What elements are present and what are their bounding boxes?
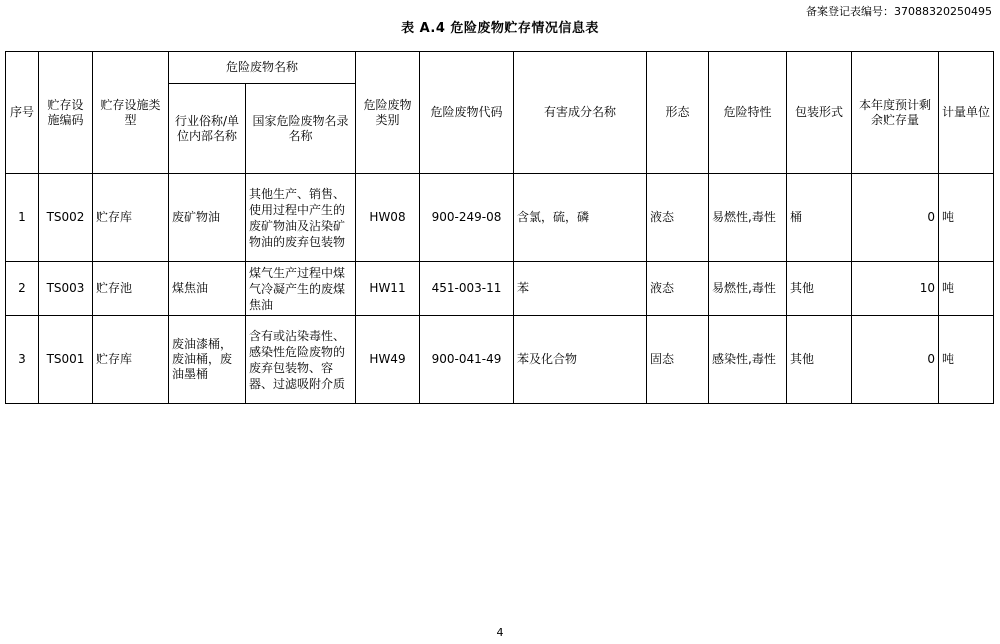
header-hazard: 危险特性 <box>709 52 787 174</box>
cell-form: 液态 <box>647 174 709 262</box>
header-unit: 计量单位 <box>939 52 994 174</box>
cell-seq: 2 <box>6 262 39 316</box>
cell-remaining: 0 <box>852 174 939 262</box>
cell-form: 液态 <box>647 262 709 316</box>
header-form: 形态 <box>647 52 709 174</box>
header-packaging: 包装形式 <box>787 52 852 174</box>
cell-national-name: 含有或沾染毒性、感染性危险废物的废弃包装物、容器、过滤吸附介质 <box>246 316 356 404</box>
cell-industry-name: 废矿物油 <box>169 174 246 262</box>
cell-facility-code: TS001 <box>39 316 93 404</box>
header-industry-name: 行业俗称/单位内部名称 <box>169 84 246 174</box>
cell-remaining: 0 <box>852 316 939 404</box>
table-row <box>6 174 994 262</box>
cell-category: HW08 <box>356 174 420 262</box>
cell-hazard: 易燃性,毒性 <box>709 174 787 262</box>
registration-number: 备案登记表编号：37088320250495 <box>806 5 992 18</box>
cell-harmful: 苯 <box>514 262 647 316</box>
cell-unit: 吨 <box>939 262 994 316</box>
header-national-name: 国家危险废物名录名称 <box>246 84 356 174</box>
table-row <box>6 316 994 404</box>
cell-unit: 吨 <box>939 316 994 404</box>
header-code: 危险废物代码 <box>420 52 514 174</box>
table-row <box>6 262 994 316</box>
header-waste-name-group: 危险废物名称 <box>169 52 356 84</box>
header-category: 危险废物类别 <box>356 52 420 174</box>
cell-remaining: 10 <box>852 262 939 316</box>
cell-packaging: 其他 <box>787 316 852 404</box>
cell-national-name: 其他生产、销售、使用过程中产生的废矿物油及沾染矿物油的废弃包装物 <box>246 174 356 262</box>
header-harmful: 有害成分名称 <box>514 52 647 174</box>
cell-facility-code: TS002 <box>39 174 93 262</box>
cell-form: 固态 <box>647 316 709 404</box>
cell-hazard: 易燃性,毒性 <box>709 262 787 316</box>
cell-industry-name: 煤焦油 <box>169 262 246 316</box>
cell-facility-type: 贮存池 <box>93 262 169 316</box>
cell-code: 451-003-11 <box>420 262 514 316</box>
cell-category: HW49 <box>356 316 420 404</box>
cell-facility-code: TS003 <box>39 262 93 316</box>
cell-harmful: 苯及化合物 <box>514 316 647 404</box>
page-number: 4 <box>496 626 504 639</box>
cell-code: 900-249-08 <box>420 174 514 262</box>
header-seq: 序号 <box>6 52 39 174</box>
cell-harmful: 含氯，硫，磷 <box>514 174 647 262</box>
cell-code: 900-041-49 <box>420 316 514 404</box>
cell-packaging: 桶 <box>787 174 852 262</box>
header-remaining: 本年度预计剩余贮存量 <box>852 52 939 174</box>
table-title: 表 A.4 危险废物贮存情况信息表 <box>401 21 599 36</box>
cell-national-name: 煤气生产过程中煤气冷凝产生的废煤焦油 <box>246 262 356 316</box>
cell-category: HW11 <box>356 262 420 316</box>
cell-packaging: 其他 <box>787 262 852 316</box>
cell-unit: 吨 <box>939 174 994 262</box>
cell-seq: 3 <box>6 316 39 404</box>
header-facility-type: 贮存设施类型 <box>93 52 169 174</box>
cell-facility-type: 贮存库 <box>93 174 169 262</box>
hazardous-waste-storage-table <box>5 51 994 404</box>
cell-facility-type: 贮存库 <box>93 316 169 404</box>
cell-seq: 1 <box>6 174 39 262</box>
cell-industry-name: 废油漆桶，废油桶，废油墨桶 <box>169 316 246 404</box>
cell-hazard: 感染性,毒性 <box>709 316 787 404</box>
header-facility-code: 贮存设施编码 <box>39 52 93 174</box>
